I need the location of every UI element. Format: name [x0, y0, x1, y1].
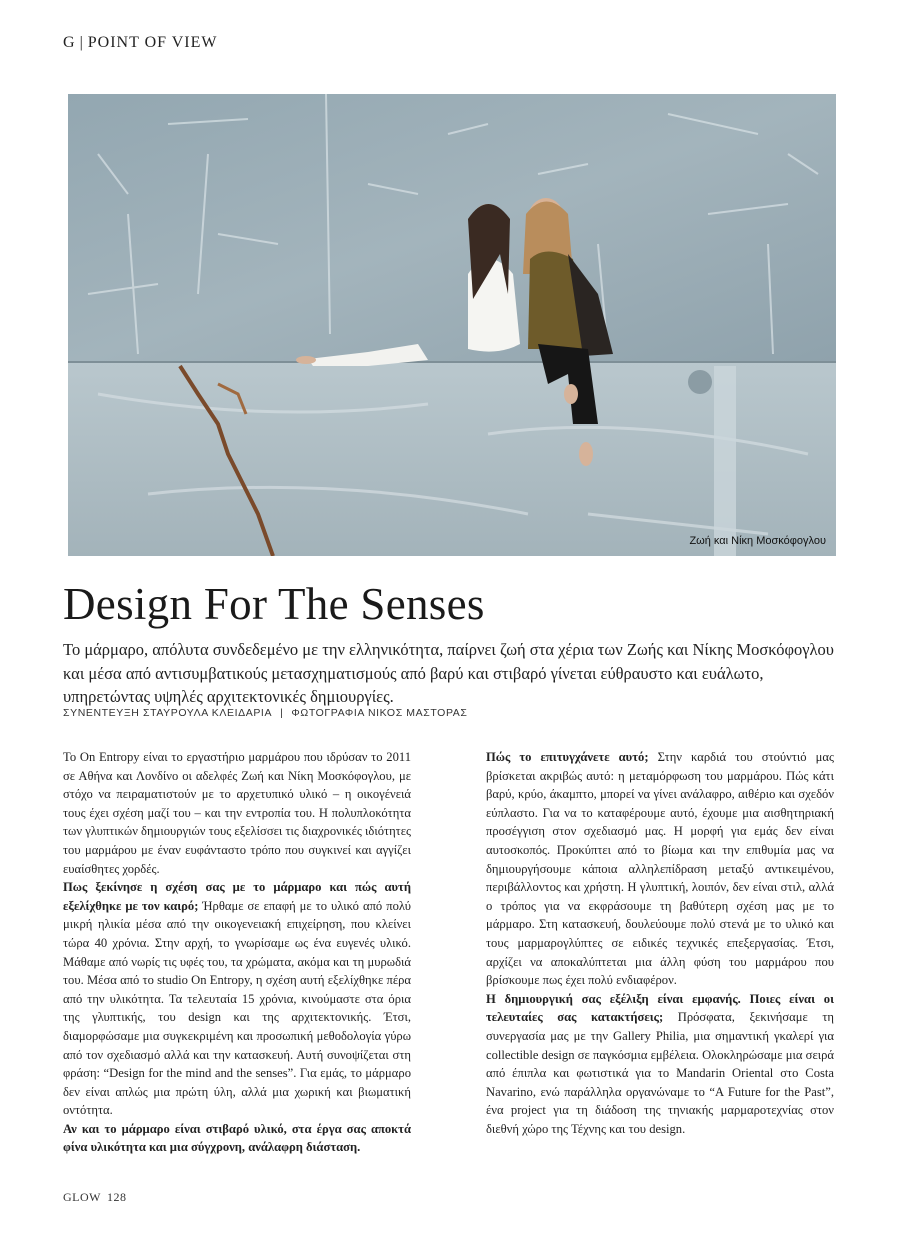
answer-3: Στην καρδιά του στούντιό μας βρίσκεται ακριβώς αυτό: η μεταμόρφωση του μαρμάρου. Πώς κάτι βαρύ, κρύο, άκαμπτο, μπορεί να γίνει ανάλαφρο, αιθέριο και σχεδόν εύπλαστο. Για να το καταφέρουμε αυτό, έχουμε μια αισθητηριακή προσέγγιση στον σχεδιασμό μας. Η μορφή για εμάς δεν είναι αυτοσκοπός. Προκύπτει από το βίωμα και την επιθυμία μας να δημιουργήσουμε κάποια αλληλεπίδραση μεταξύ αντικειμένου, περιβάλλοντος και χρήστη. Η γλυπτική, λοιπόν, δεν είναι στιλ, αλλά ο τρόπος για να εκφράσουμε τη βαθύτερη σχέση μας με το μάρμαρο. Στη κατασκευή, δουλεύουμε πολύ στενά με το υλικό και τους μαρμαρογλύπτες σε ειδικές τεχνικές επεξεργασίας. Έτσι, αρχίζει να αποκαλύπτεται μια άλλη φύση του μαρμάρου που βρίσκουμε πως έχει πολύ ενδιαφέρον.: [486, 750, 834, 988]
section-name: POINT OF VIEW: [87, 34, 218, 51]
article-column-left: [63, 748, 411, 1157]
answer-1: Ήρθαμε σε επαφή με το υλικό από πολύ μικρή ηλικία μέσα από την οικογενειακή επιχείρηση, που κλείνει τώρα 40 χρόνια. Στην αρχή, το γνωρίσαμε ως ένα ευγενές υλικό. Μάθαμε από νωρίς τις υφές του, τα χρώματα, ακόμα και τη μυρωδιά του. Μέσα από το studio On Entropy, η σχέση αυτή εξελίχθηκε πέρα από την υλικότητα. Τα τελευταία 15 χρόνια, κινούμαστε στα όρια της γλυπτικής, του design και της αρχιτεκτονικής. Έτσι, διαμορφώσαμε μια συγκεκριμένη και προσωπική μεθοδολογία γύρω από τον σχεδιασμό αλλά και την κατασκευή. Αυτή συνοψίζεται στη φράση: “Design for the mind and the senses”. Για εμάς, το μάρμαρο δεν είναι απλώς μια πρώτη ύλη, αλλά μια χωρική και βιωματική οντότητα.: [63, 898, 411, 1118]
article-credits: [63, 707, 467, 719]
credit-photo: ΦΩΤΟΓΡΑΦΙΑ ΝΙΚΟΣ ΜΑΣΤΟΡΑΣ: [291, 707, 468, 719]
qa-block-1: [63, 878, 411, 1120]
credit-divider: |: [280, 707, 284, 719]
question-4: Η δημιουργική σας εξέλιξη είναι εμφανής. Ποιες είναι οι τελευταίες σας κατακτήσεις;: [486, 991, 834, 1025]
qa-block-4: [486, 990, 834, 1139]
answer-4: Πρόσφατα, ξεκινήσαμε τη συνεργασία μας με την Gallery Philia, μια σημαντική γκαλερί για collectible design σε παγκόσμια εμβέλεια. Ολοκληρώσαμε μια σειρά από έπιπλα και φωτιστικά για το Mandarin Oriental στο Costa Navarino, ενώ παράλληλα οργανώναμε το “A Future for the Past”, ένα project για τη διάδοση της τηνιακής μαρμαροτεχνίας στον διεθνή χώρο της Τέχνης και του design.: [486, 1010, 835, 1136]
question-1: Πως ξεκίνησε η σχέση σας με το μάρμαρο και πώς αυτή εξελίχθηκε με τον καιρό;: [63, 880, 411, 913]
section-separator: |: [79, 34, 84, 51]
marble-quarry-illustration: [68, 94, 836, 556]
article-column-right: [486, 748, 834, 1138]
section-letter: G: [63, 34, 76, 51]
page-number: 128: [107, 1190, 127, 1204]
question-3: Πώς το επιτυγχάνετε αυτό;: [486, 750, 649, 764]
article-lead: Το μάρμαρο, απόλυτα συνδεδεμένο με την ελληνικότητα, παίρνει ζωή στα χέρια των Ζωής και Νίκης Μοσκόφογλου και μέσα από αντισυμβατικούς μετασχηματισμούς από βαρύ και στιβαρό γίνεται εύθραυστο και ευάλωτο, υπηρετώντας υψηλές αρχιτεκτονικές δημιουργίες.: [63, 640, 834, 706]
intro-paragraph: Το On Entropy είναι το εργαστήριο μαρμάρου που ιδρύσαν το 2011 σε Αθήνα και Λονδίνο οι αδελφές Ζωή και Νίκη Μοσκόφογλου, με στόχο να πειραματιστούν με το αρχετυπικό υλικό – η οικογένειά τους έχει σχέση μαζί του – και την εντροπία του. Η πολυπλοκότητα των γλυπτικών δημιουργιών τους εξελίσσει τις διαχρονικές ιδιότητες του μαρμάρου με έναν ευφάνταστο τρόπο που συγκινεί και αγγίζει ευαίσθητες χορδές.: [63, 750, 411, 876]
question-2: Αν και το μάρμαρο είναι στιβαρό υλικό, στα έργα σας αποκτά φίνα υλικότητα και μια σύγχρονη, ανάλαφρη διάσταση.: [63, 1121, 411, 1155]
qa-block-2: [63, 1120, 411, 1157]
qa-block-3: [486, 748, 834, 990]
credit-interview: ΣΥΝΕΝΤΕΥΞΗ ΣΤΑΥΡΟΥΛΑ ΚΛΕΙΔΑΡΙΑ: [63, 707, 273, 719]
magazine-name: GLOW: [63, 1190, 101, 1204]
hero-photo: [68, 94, 836, 556]
article-title: Design For The Senses: [63, 579, 485, 629]
page-footer: [63, 1190, 127, 1205]
section-header: [63, 34, 218, 52]
photo-caption: Ζωή και Νίκη Μοσκόφογλου: [689, 535, 826, 547]
